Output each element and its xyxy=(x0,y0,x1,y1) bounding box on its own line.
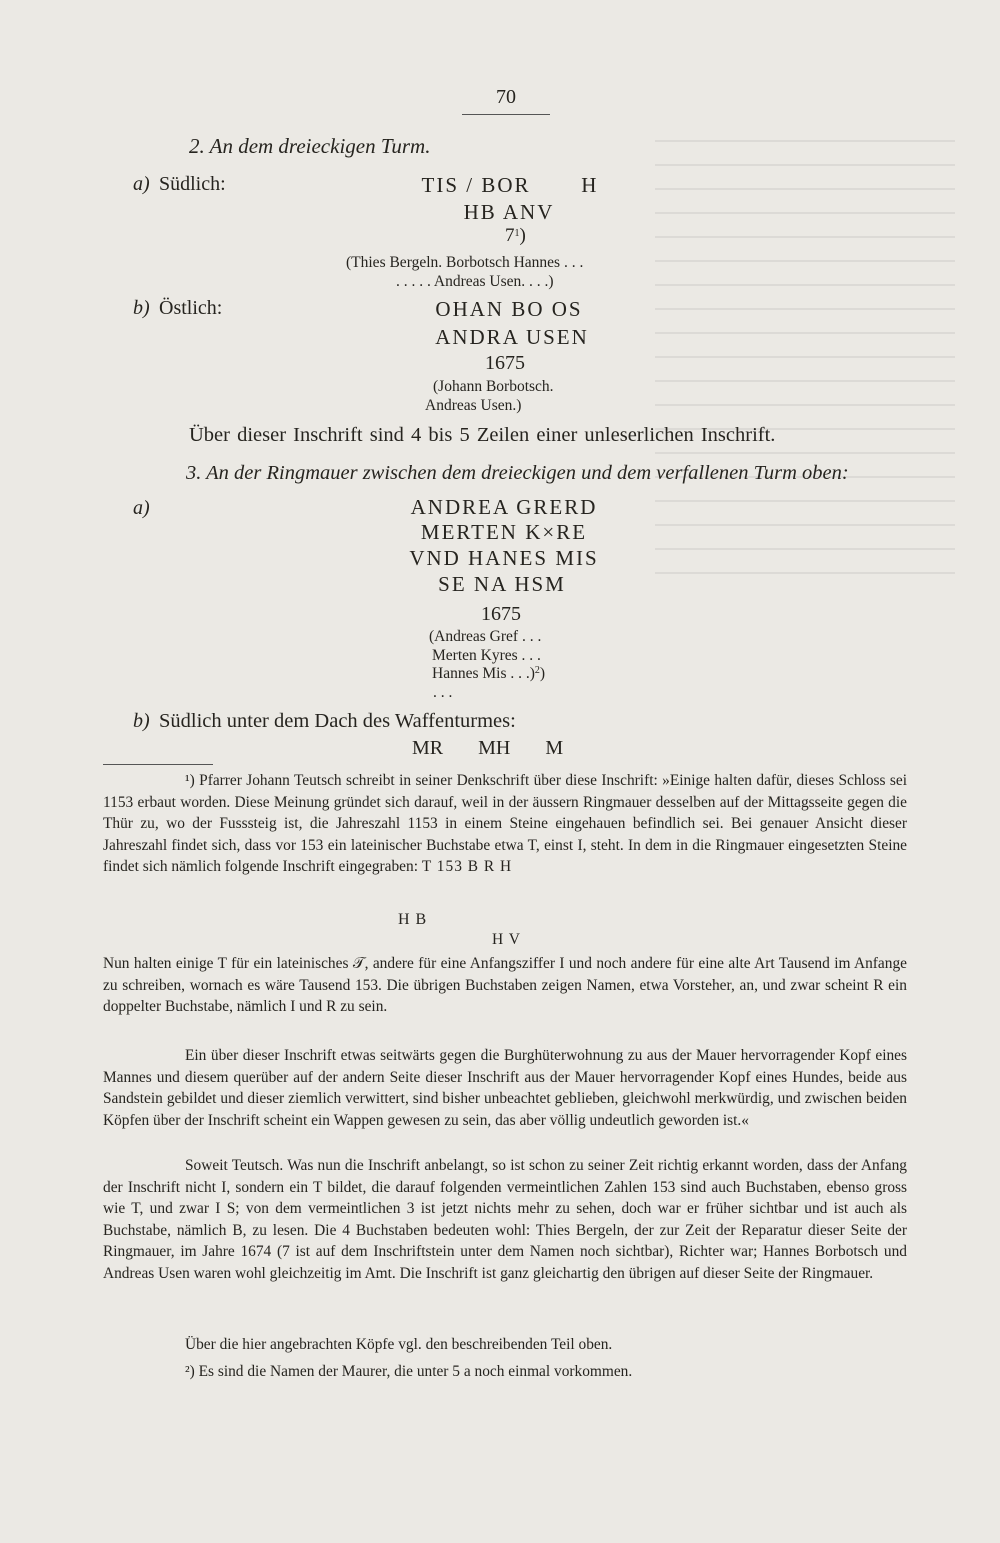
footnote-1-inscription-c: H V xyxy=(492,931,521,948)
section-2a-label: a) xyxy=(133,173,150,195)
inscription-3a-line-1: ANDREA GRERD xyxy=(410,495,598,519)
footnote-1-paragraph-4 xyxy=(103,1155,907,1285)
footnote-2-text xyxy=(103,1361,907,1383)
inscription-2a-reading-2: . . . . . Andreas Usen. . . .) xyxy=(396,273,554,290)
inscription-3a-reading-3 xyxy=(432,665,545,683)
inscription-3a-line-2: MERTEN K×RE xyxy=(420,520,588,544)
footnote-ref-2: 2 xyxy=(534,665,540,676)
footnote-rule xyxy=(103,764,213,765)
footnote-1-para-4-text: Soweit Teutsch. Was nun die Inschrift anbelangt, so ist schon zu seiner Zeit richtig erkannt worden, dass der Anfang der Inschrift nicht I, sondern ein T bildet, die darauf folgenden vermeintlichen Zahlen 153 sind auch Buchstaben, ebenso gross wie T, und zwar I S; von dem vermeintlichen 3 ist jetzt nichts mehr zu sehen, doch war er früher sichtbar und ist auch als Buchstabe, nämlich B, zu lesen. Die 4 Buchstaben bedeuten wohl: Thies Bergeln, der zur Zeit der Reparatur dieser Seite der Ringmauer, im Jahre 1674 (7 ist auf dem Inschriftstein unter dem Namen noch sichtbar), Richter war; Hannes Borbotsch und Andreas Usen waren wohl gleichzeitig im Amt. Die Inschrift ist ganz gleichartig den übrigen auf dieser Seite der Ringmauer. xyxy=(103,1157,907,1282)
inscription-3a-line-3: VND HANES MIS xyxy=(409,546,599,570)
section-2b-label: b) xyxy=(133,297,150,319)
footnote-ref-1-paren: ) xyxy=(519,225,526,246)
footnote-2-mark: ²) xyxy=(185,1363,195,1380)
footnote-2 xyxy=(103,1361,907,1383)
inscription-3a-line-4: SE NA HSM xyxy=(438,572,566,596)
inscription-3b: MR MH M xyxy=(412,737,564,759)
inscription-2a-reading-1: (Thies Bergeln. Borbotsch Hannes . . . xyxy=(346,254,584,271)
inscription-3a-reading-1: (Andreas Gref . . . xyxy=(429,628,542,645)
inscription-2a-line-2: HB ANV xyxy=(463,200,555,224)
inscription-2b-year: 1675 xyxy=(485,352,525,374)
section-2b-direction: Östlich: xyxy=(159,297,223,319)
inscription-3a-dots: . . . xyxy=(433,684,453,701)
footnote-1-paragraph-3 xyxy=(103,1045,907,1131)
footnote-1-mark: ¹) xyxy=(185,772,195,789)
footnote-1-para-2-text: Nun halten einige T für ein lateinisches 𝒯, andere für eine Anfangsziffer I und noch andere für eine alte Art Tausend im Anfange zu schreiben, wornach es wäre Tausend 153. Die übrigen Buchstaben zeigen Namen, etwa Vorsteher, an, und zwar scheint R ein doppelter Buchstabe, nämlich I und R zu sein. xyxy=(103,955,907,1016)
inscription-2a-line-3 xyxy=(505,225,526,247)
inscription-2b-line-1: OHAN BO OS xyxy=(435,297,583,321)
section-2-heading: 2. An dem dreieckigen Turm. xyxy=(189,134,431,158)
footnote-1-text xyxy=(103,770,907,878)
inscription-3a-reading-2: Merten Kyres . . . xyxy=(432,647,541,664)
section-2a-direction: Südlich: xyxy=(159,173,226,195)
inscription-2b-reading-1: (Johann Borbotsch. xyxy=(433,378,554,395)
section-3-heading: 3. An der Ringmauer zwischen dem dreieckigen und dem verfallenen Turm oben: xyxy=(186,462,849,484)
footnote-1-para-5-text: Über die hier angebrachten Köpfe vgl. den beschreibenden Teil oben. xyxy=(185,1336,613,1353)
inscription-2a-digit: 7 xyxy=(505,225,515,246)
inscription-2a-line-1: TIS / BOR H xyxy=(421,173,599,197)
footnote-ref-2-paren: ) xyxy=(539,665,546,682)
footnote-1-inscription-a: T 153 B R H xyxy=(421,858,513,876)
inscription-3a-reading-3-text: Hannes Mis . . .) xyxy=(432,665,535,682)
footnote-2-body: Es sind die Namen der Maurer, die unter 5 a noch einmal vorkommen. xyxy=(198,1363,633,1380)
inscription-2b-reading-2: Andreas Usen.) xyxy=(425,397,522,414)
section-3b-label: b) xyxy=(133,710,150,732)
section-3a-label: a) xyxy=(133,497,150,519)
page-number: 70 xyxy=(496,86,516,108)
footnote-1-paragraph-2 xyxy=(103,953,907,1018)
footnote-1-paragraph-5 xyxy=(103,1334,907,1356)
footnote-1-inscription-b: H B xyxy=(398,911,428,928)
footnote-1-para-3-text: Ein über dieser Inschrift etwas seitwärts gegen die Burghüterwohnung zu aus der Mauer hervorragender Kopf eines Mannes und diesem querüber auf der andern Seite dieser Inschrift aus der Mauer hervorragender Kopf eines Hundes, beide aus Sandstein gebildet und dieser ziemlich verwittert, sind bisher unbeachtet geblieben, gleichwohl merkwürdig, und zwischen beiden Köpfen über der Inschrift scheint ein Wappen gewesen zu sein, das aber völlig undeutlich geworden ist.« xyxy=(103,1047,907,1129)
footnote-ref-1: 1 xyxy=(514,228,520,239)
section-3b-text: Südlich unter dem Dach des Waffenturmes: xyxy=(159,710,516,732)
footnote-1-first-text: Pfarrer Johann Teutsch schreibt in seiner Denkschrift über diese Inschrift: »Einige halten dafür, dieses Schloss sei 1153 erbaut worden. Diese Meinung gründet sich darauf, weil in der äussern Ringmauer desselben auf der Mittagsseite gegen die Thür zu, wo der Fusssteig ist, die Jahreszahl 1153 in einem Steine eingehauen befindlich sei. Bei genauer Ansicht dieser Jahreszahl findet sich, dass vor 153 ein lateinischer Buchstabe etwa T, einst I, steht. In dem in die Ringmauer eingesetzten Steine findet sich nämlich folgende Inschrift eingegraben: xyxy=(103,772,907,876)
inscription-2b-line-2: ANDRA USEN xyxy=(435,325,589,349)
page-number-rule xyxy=(462,114,550,115)
section-2-remark: Über dieser Inschrift sind 4 bis 5 Zeilen einer unleserlichen Inschrift. xyxy=(189,424,776,446)
footnote-1-paragraph-1 xyxy=(103,770,907,878)
inscription-3a-year: 1675 xyxy=(481,603,521,625)
